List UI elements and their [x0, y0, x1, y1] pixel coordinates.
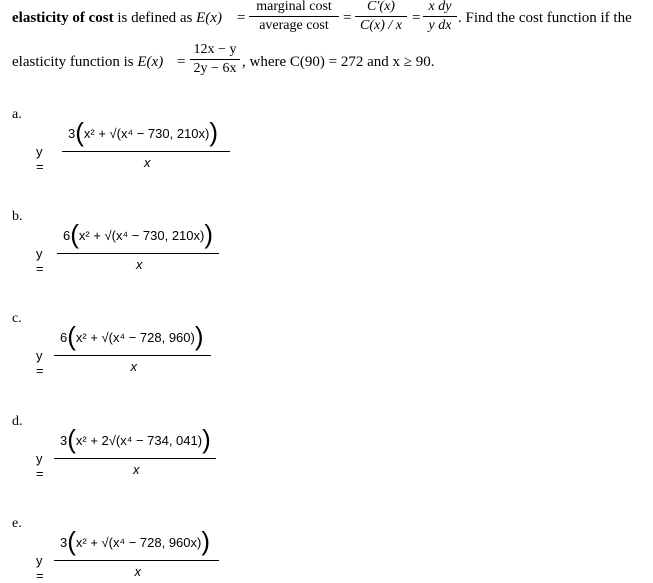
left-paren-icon: ( [75, 117, 84, 147]
right-paren-icon: ) [194, 321, 204, 351]
option-label: b. [12, 209, 23, 224]
fraction-bar [62, 151, 230, 152]
fraction-bar [423, 16, 457, 17]
y-equals: y = [36, 246, 44, 276]
question-line-2 [12, 54, 163, 71]
option-numerator [60, 526, 210, 557]
fraction-numerator: x dy [428, 0, 452, 14]
coefficient: 3 [68, 126, 76, 141]
option-label: e. [12, 516, 22, 531]
option-label: a. [12, 107, 22, 122]
coefficient: 3 [60, 433, 68, 448]
radical-expression: x² + √(x⁴ − 730, 210x) [78, 228, 205, 243]
equals-4: = [177, 54, 186, 70]
option-numerator [60, 321, 204, 352]
fraction-denominator: y dx [428, 18, 452, 33]
right-paren-icon: ) [204, 219, 214, 249]
fraction-numerator: 12x − y [193, 42, 237, 57]
line2-suffix: , where C(90) = 272 and x ≥ 90. [242, 54, 435, 70]
defined-as-text: is defined as [113, 10, 197, 26]
fraction-bar [54, 458, 216, 459]
question-tail-1: . Find the cost function if the [458, 10, 632, 26]
right-paren-icon: ) [209, 117, 219, 147]
line2-prefix: elasticity function is [12, 54, 138, 70]
term-elasticity-of-cost: elasticity of cost [12, 10, 114, 26]
coefficient: 6 [63, 228, 71, 243]
left-paren-icon: ( [67, 321, 76, 351]
option-numerator [60, 424, 211, 455]
fraction-denominator: C(x) / x [360, 18, 402, 33]
option-label: c. [12, 311, 22, 326]
fraction-bar [54, 560, 219, 561]
fraction-x-dy-over-y-dx [423, 0, 457, 34]
fraction-bar [54, 355, 211, 356]
fraction-bar [190, 59, 240, 60]
y-equals: y = [36, 451, 44, 481]
fraction-numerator: C′(x) [367, 0, 395, 14]
fraction-elasticity-function [190, 42, 240, 77]
y-equals: y = [36, 144, 44, 174]
question-line-1 [12, 10, 222, 27]
option-denominator: x [134, 564, 141, 579]
equals-1: = [237, 10, 246, 26]
option-denominator: x [130, 359, 137, 374]
option-denominator: x [144, 155, 151, 170]
option-label: d. [12, 414, 23, 429]
e-of-x: E(x) [196, 10, 222, 26]
left-paren-icon: ( [67, 424, 76, 454]
y-equals: y = [36, 348, 44, 378]
radical-expression: x² + √(x⁴ − 728, 960) [75, 330, 195, 345]
fraction-marginal-over-average [249, 0, 339, 34]
equals-2: = [343, 10, 352, 26]
fraction-numerator: marginal cost [256, 0, 332, 14]
fraction-bar [57, 253, 219, 254]
right-paren-icon: ) [201, 526, 211, 556]
option-denominator: x [133, 462, 140, 477]
option-numerator [68, 117, 218, 148]
left-paren-icon: ( [67, 526, 76, 556]
radical-expression: x² + √(x⁴ − 730, 210x) [83, 126, 210, 141]
option-denominator: x [136, 257, 143, 272]
fraction-denominator: 2y − 6x [193, 61, 237, 76]
radical-expression: x² + 2√(x⁴ − 734, 041) [75, 433, 203, 448]
fraction-denominator: average cost [259, 18, 329, 33]
e-of-x-2: E(x) [137, 54, 164, 70]
option-numerator [63, 219, 213, 250]
left-paren-icon: ( [70, 219, 79, 249]
coefficient: 3 [60, 535, 68, 550]
y-equals: y = [36, 553, 44, 583]
radical-expression: x² + √(x⁴ − 728, 960x) [75, 535, 202, 550]
right-paren-icon: ) [202, 424, 211, 454]
equals-3: = [412, 10, 421, 26]
fraction-bar [355, 16, 407, 17]
fraction-cprime-over-cx [355, 0, 407, 34]
fraction-bar [249, 16, 339, 17]
coefficient: 6 [60, 330, 68, 345]
